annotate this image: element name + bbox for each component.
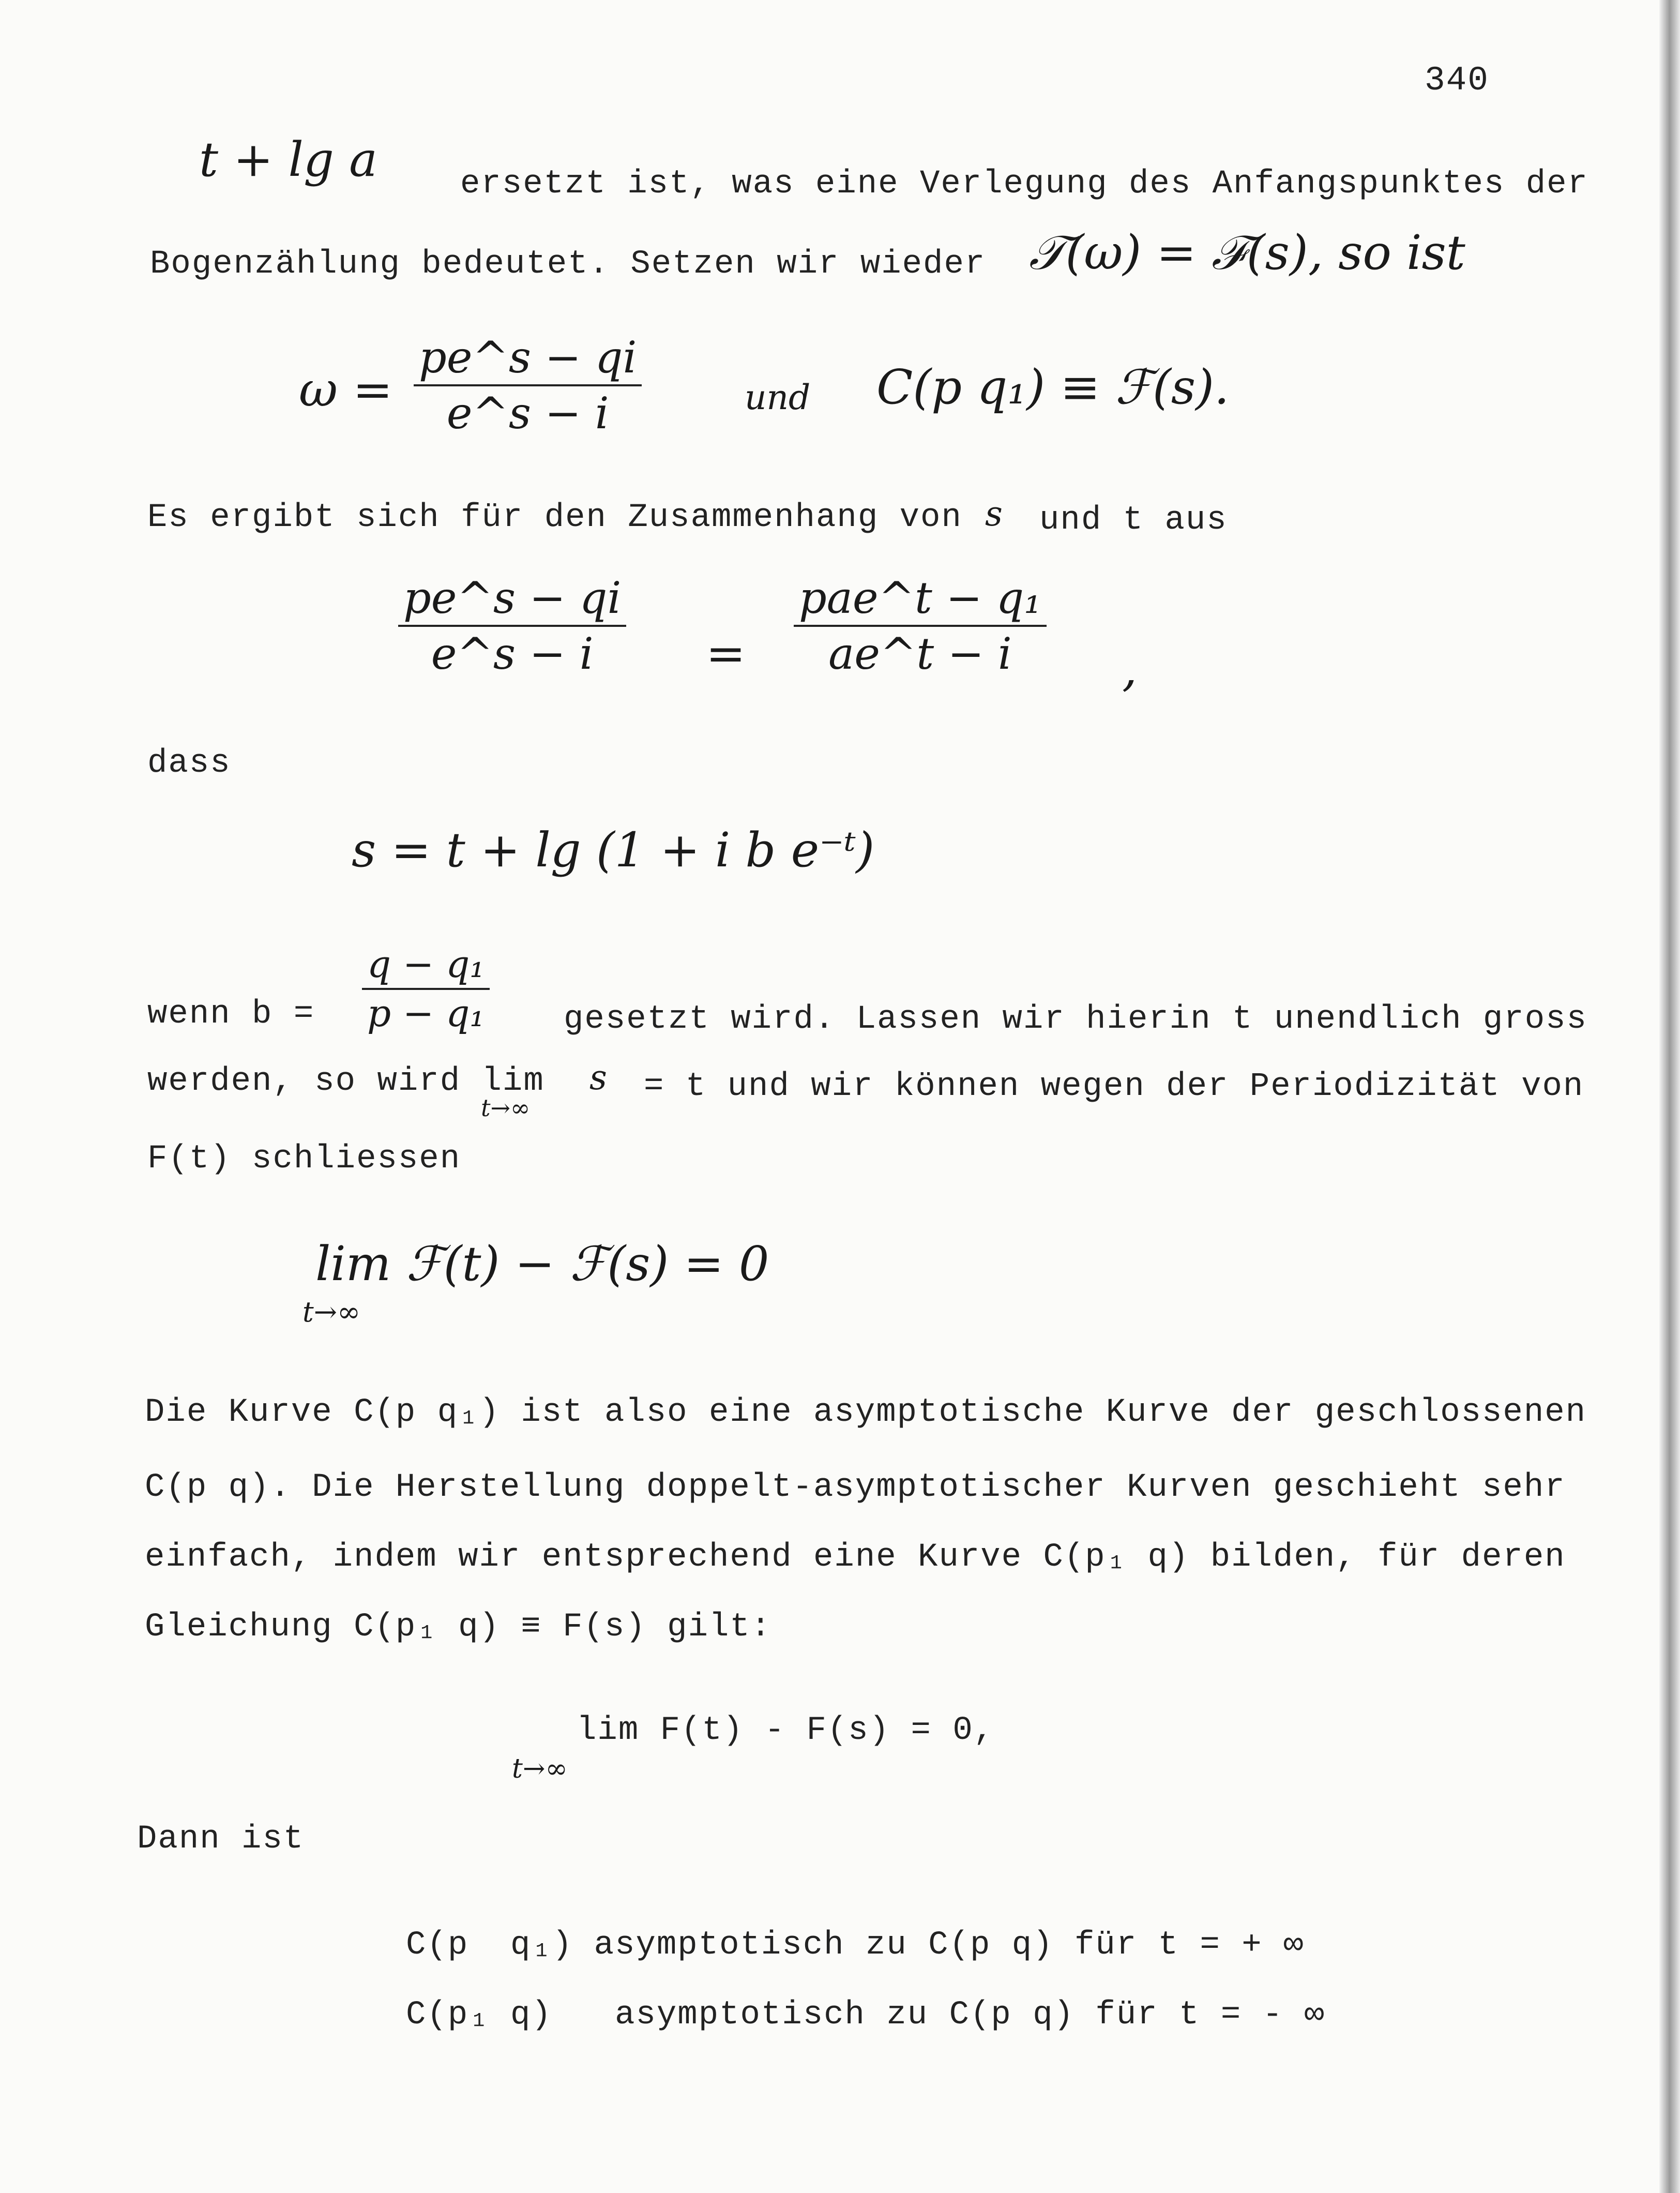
eq3-s-equals: s = t + lg (1 + i b e⁻ᵗ) — [352, 822, 875, 878]
text-line-5: gesetzt wird. Lassen wir hierin t unendlich gross — [564, 1001, 1587, 1038]
eq1-fraction — [414, 334, 642, 438]
page-edge-shadow — [1659, 0, 1680, 2193]
b-fraction — [362, 944, 490, 1034]
eq2-right-denominator: ae^t − i — [828, 628, 1012, 680]
handwritten-expr-t-plus-lg-a: t + lg a — [199, 132, 377, 187]
eq4-lim: lim ℱ(t) − ℱ(s) = 0 — [315, 1236, 769, 1291]
eq2-right-fraction — [794, 574, 1047, 678]
text-line-6-lim-sub: t→∞ — [481, 1094, 531, 1122]
text-line-3-var-s: s — [985, 494, 1003, 534]
b-numerator: q − q₁ — [367, 942, 485, 986]
text-dann-ist: Dann ist — [137, 1821, 305, 1858]
text-line-7: F(t) schliessen — [147, 1140, 461, 1178]
relation-plus-infinity: C(p q₁) asymptotisch zu C(p q) für t = + ∞ — [406, 1927, 1305, 1964]
fraction-bar — [398, 625, 626, 627]
eq1-numerator: pe^s − qi — [419, 332, 637, 383]
eq1-rhs: C(p q₁) ≡ ℱ(s). — [876, 359, 1230, 415]
eq2-left-numerator: pe^s − qi — [403, 573, 622, 623]
page-number: 340 — [1425, 61, 1489, 100]
text-line-6b: = t und wir können wegen der Periodizität von — [644, 1068, 1584, 1105]
relation-minus-infinity: C(p₁ q) asymptotisch zu C(p q) für t = - ∞ — [406, 1996, 1325, 2034]
text-wenn-b: wenn b = — [147, 996, 315, 1033]
para2-line2: C(p q). Die Herstellung doppelt-asymptotischer Kurven geschieht sehr — [145, 1469, 1566, 1506]
para2-line1: Die Kurve C(p q₁) ist also eine asymptotische Kurve der geschlossenen — [145, 1394, 1587, 1431]
text-line-3: Es ergibt sich für den Zusammenhang von — [147, 499, 962, 536]
eq2-left-fraction — [398, 574, 626, 678]
b-denominator: p − q₁ — [367, 992, 485, 1035]
eq2-comma: , — [1122, 641, 1138, 697]
eq4-lim-sub: t→∞ — [302, 1296, 360, 1328]
text-line-6-var-s: s — [589, 1058, 607, 1098]
para2-line4: Gleichung C(p₁ q) ≡ F(s) gilt: — [145, 1609, 772, 1646]
fraction-bar — [414, 384, 642, 386]
text-line-2: Bogenzählung bedeutet. Setzen wir wieder — [150, 246, 986, 283]
eq2-left-denominator: e^s − i — [431, 628, 594, 680]
eq2-equals: = — [706, 626, 746, 681]
text-line-3-end: und t aus — [1039, 502, 1228, 539]
eq2-right-numerator: pae^t − q₁ — [799, 573, 1041, 623]
fraction-bar — [794, 625, 1047, 627]
text-line-6a: werden, so wird lim — [147, 1063, 544, 1100]
eq1-denominator: e^s − i — [446, 388, 609, 439]
eq5: lim F(t) - F(s) = 0, — [577, 1712, 995, 1749]
eq1-lhs: ω = — [299, 362, 393, 417]
text-line-1: ersetzt ist, was eine Verlegung des Anfangspunktes der — [460, 166, 1588, 203]
para2-line3: einfach, indem wir entsprechend eine Kurve C(p₁ q) bilden, für deren — [145, 1539, 1566, 1576]
eq5-sub: t→∞ — [512, 1753, 568, 1784]
text-dass: dass — [147, 745, 231, 782]
handwritten-expr-setzen: 𝒯(ω) = ℱ(s), so ist — [1029, 225, 1465, 280]
fraction-bar — [362, 988, 490, 990]
eq1-und: und — [745, 378, 811, 417]
